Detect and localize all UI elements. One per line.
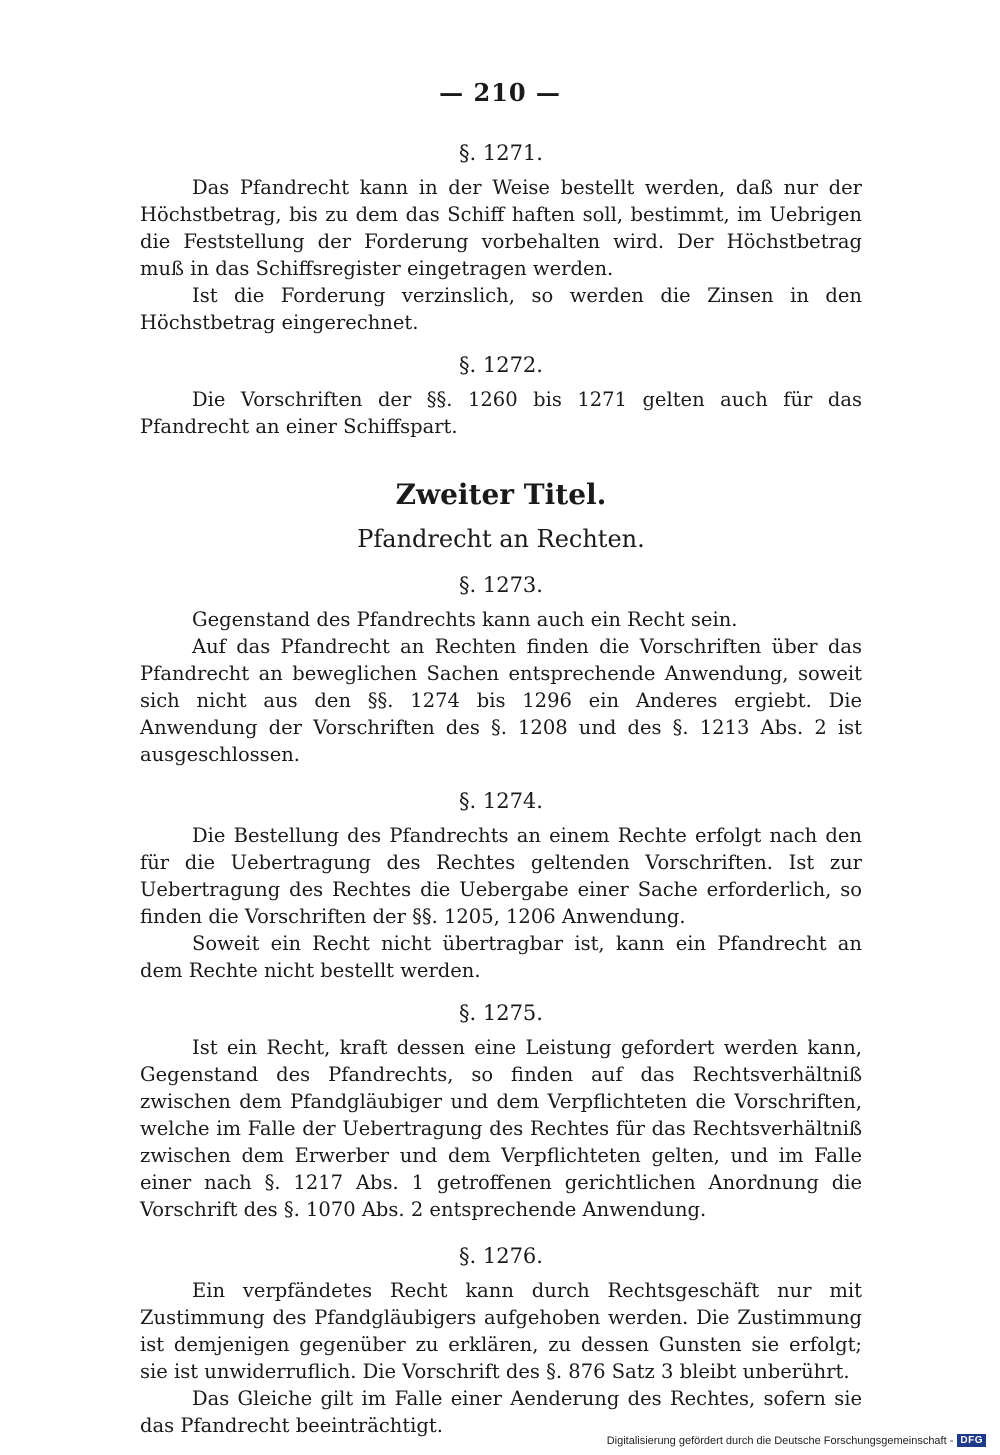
- paragraph: Die Vorschriften der §§. 1260 bis 1271 gelten auch für das Pfandrecht an einer Schiffspart.: [140, 388, 862, 438]
- page-number: — 210 —: [439, 78, 561, 107]
- section-heading: §. 1275.: [459, 1001, 543, 1025]
- section-heading: §. 1274.: [459, 789, 543, 813]
- paragraph: Gegenstand des Pfandrechts kann auch ein Recht sein.: [192, 608, 738, 631]
- paragraph: Ist die Forderung verzinslich, so werden die Zinsen in den Höchstbetrag eingerechnet.: [140, 284, 862, 334]
- title-main: Zweiter Titel.: [395, 478, 607, 511]
- paragraph: Die Bestellung des Pfandrechts an einem Rechte erfolgt nach den für die Uebertragung des Rechtes geltenden Vorschriften. Ist zur Uebertragung des Rechtes die Uebergabe einer Sache erforderlich, so finden die Vorschriften der §§. 1205, 1206 Anwendung.: [140, 824, 862, 928]
- section-heading: §. 1271.: [459, 141, 543, 165]
- paragraph: Soweit ein Recht nicht übertragbar ist, kann ein Pfandrecht an dem Rechte nicht bestellt werden.: [140, 932, 862, 982]
- section-1275: [140, 998, 862, 1223]
- section-1273: [140, 570, 862, 768]
- section-1276: [140, 1241, 862, 1439]
- document-body: [140, 138, 862, 1439]
- paragraph: Das Gleiche gilt im Falle einer Aenderung des Rechtes, sofern sie das Pfandrecht beeinträchtigt.: [140, 1387, 862, 1437]
- section-1271: [140, 138, 862, 336]
- section-heading: §. 1273.: [459, 573, 543, 597]
- digitization-credit: [607, 1434, 986, 1447]
- dfg-logo-icon: DFG: [957, 1434, 986, 1447]
- paragraph: Ein verpfändetes Recht kann durch Rechtsgeschäft nur mit Zustimmung des Pfandgläubigers aufgehoben werden. Die Zustimmung ist demjenigen gegenüber zu erklären, zu dessen Gunsten sie erfolgt; sie ist unwiderruflich. Die Vorschrift des §. 876 Satz 3 bleibt unberührt.: [140, 1279, 862, 1383]
- title-block: [140, 476, 862, 556]
- title-sub: Pfandrecht an Rechten.: [357, 525, 645, 553]
- section-1272: [140, 350, 862, 440]
- credit-text: Digitalisierung gefördert durch die Deutsche Forschungsgemeinschaft -: [606, 1434, 954, 1447]
- section-heading: §. 1276.: [459, 1244, 543, 1268]
- paragraph: Ist ein Recht, kraft dessen eine Leistung gefordert werden kann, Gegenstand des Pfandrechts, so finden auf das Rechtsverhältniß zwischen dem Pfandgläubiger und dem Verpflichteten die Vorschriften, welche im Falle der Uebertragung des Rechtes für das Rechtsverhältniß zwischen dem Erwerber und dem Verpflichteten gelten, und im Falle einer nach §. 1217 Abs. 1 getroffenen gerichtlichen Anordnung die Vorschrift des §. 1070 Abs. 2 entsprechende Anwendung.: [140, 1036, 862, 1221]
- paragraph: Das Pfandrecht kann in der Weise bestellt werden, daß nur der Höchstbetrag, bis zu dem das Schiff haften soll, bestimmt, im Uebrigen die Feststellung der Forderung vorbehalten wird. Der Höchstbetrag muß in das Schiffsregister eingetragen werden.: [140, 176, 862, 280]
- section-1274: [140, 786, 862, 984]
- section-heading: §. 1272.: [459, 353, 543, 377]
- paragraph: Auf das Pfandrecht an Rechten finden die Vorschriften über das Pfandrecht an beweglichen Sachen entsprechende Anwendung, soweit sich nicht aus den §§. 1274 bis 1296 ein Anderes ergiebt. Die Anwendung der Vorschriften des §. 1208 und des §. 1213 Abs. 2 ist ausgeschlossen.: [140, 635, 862, 766]
